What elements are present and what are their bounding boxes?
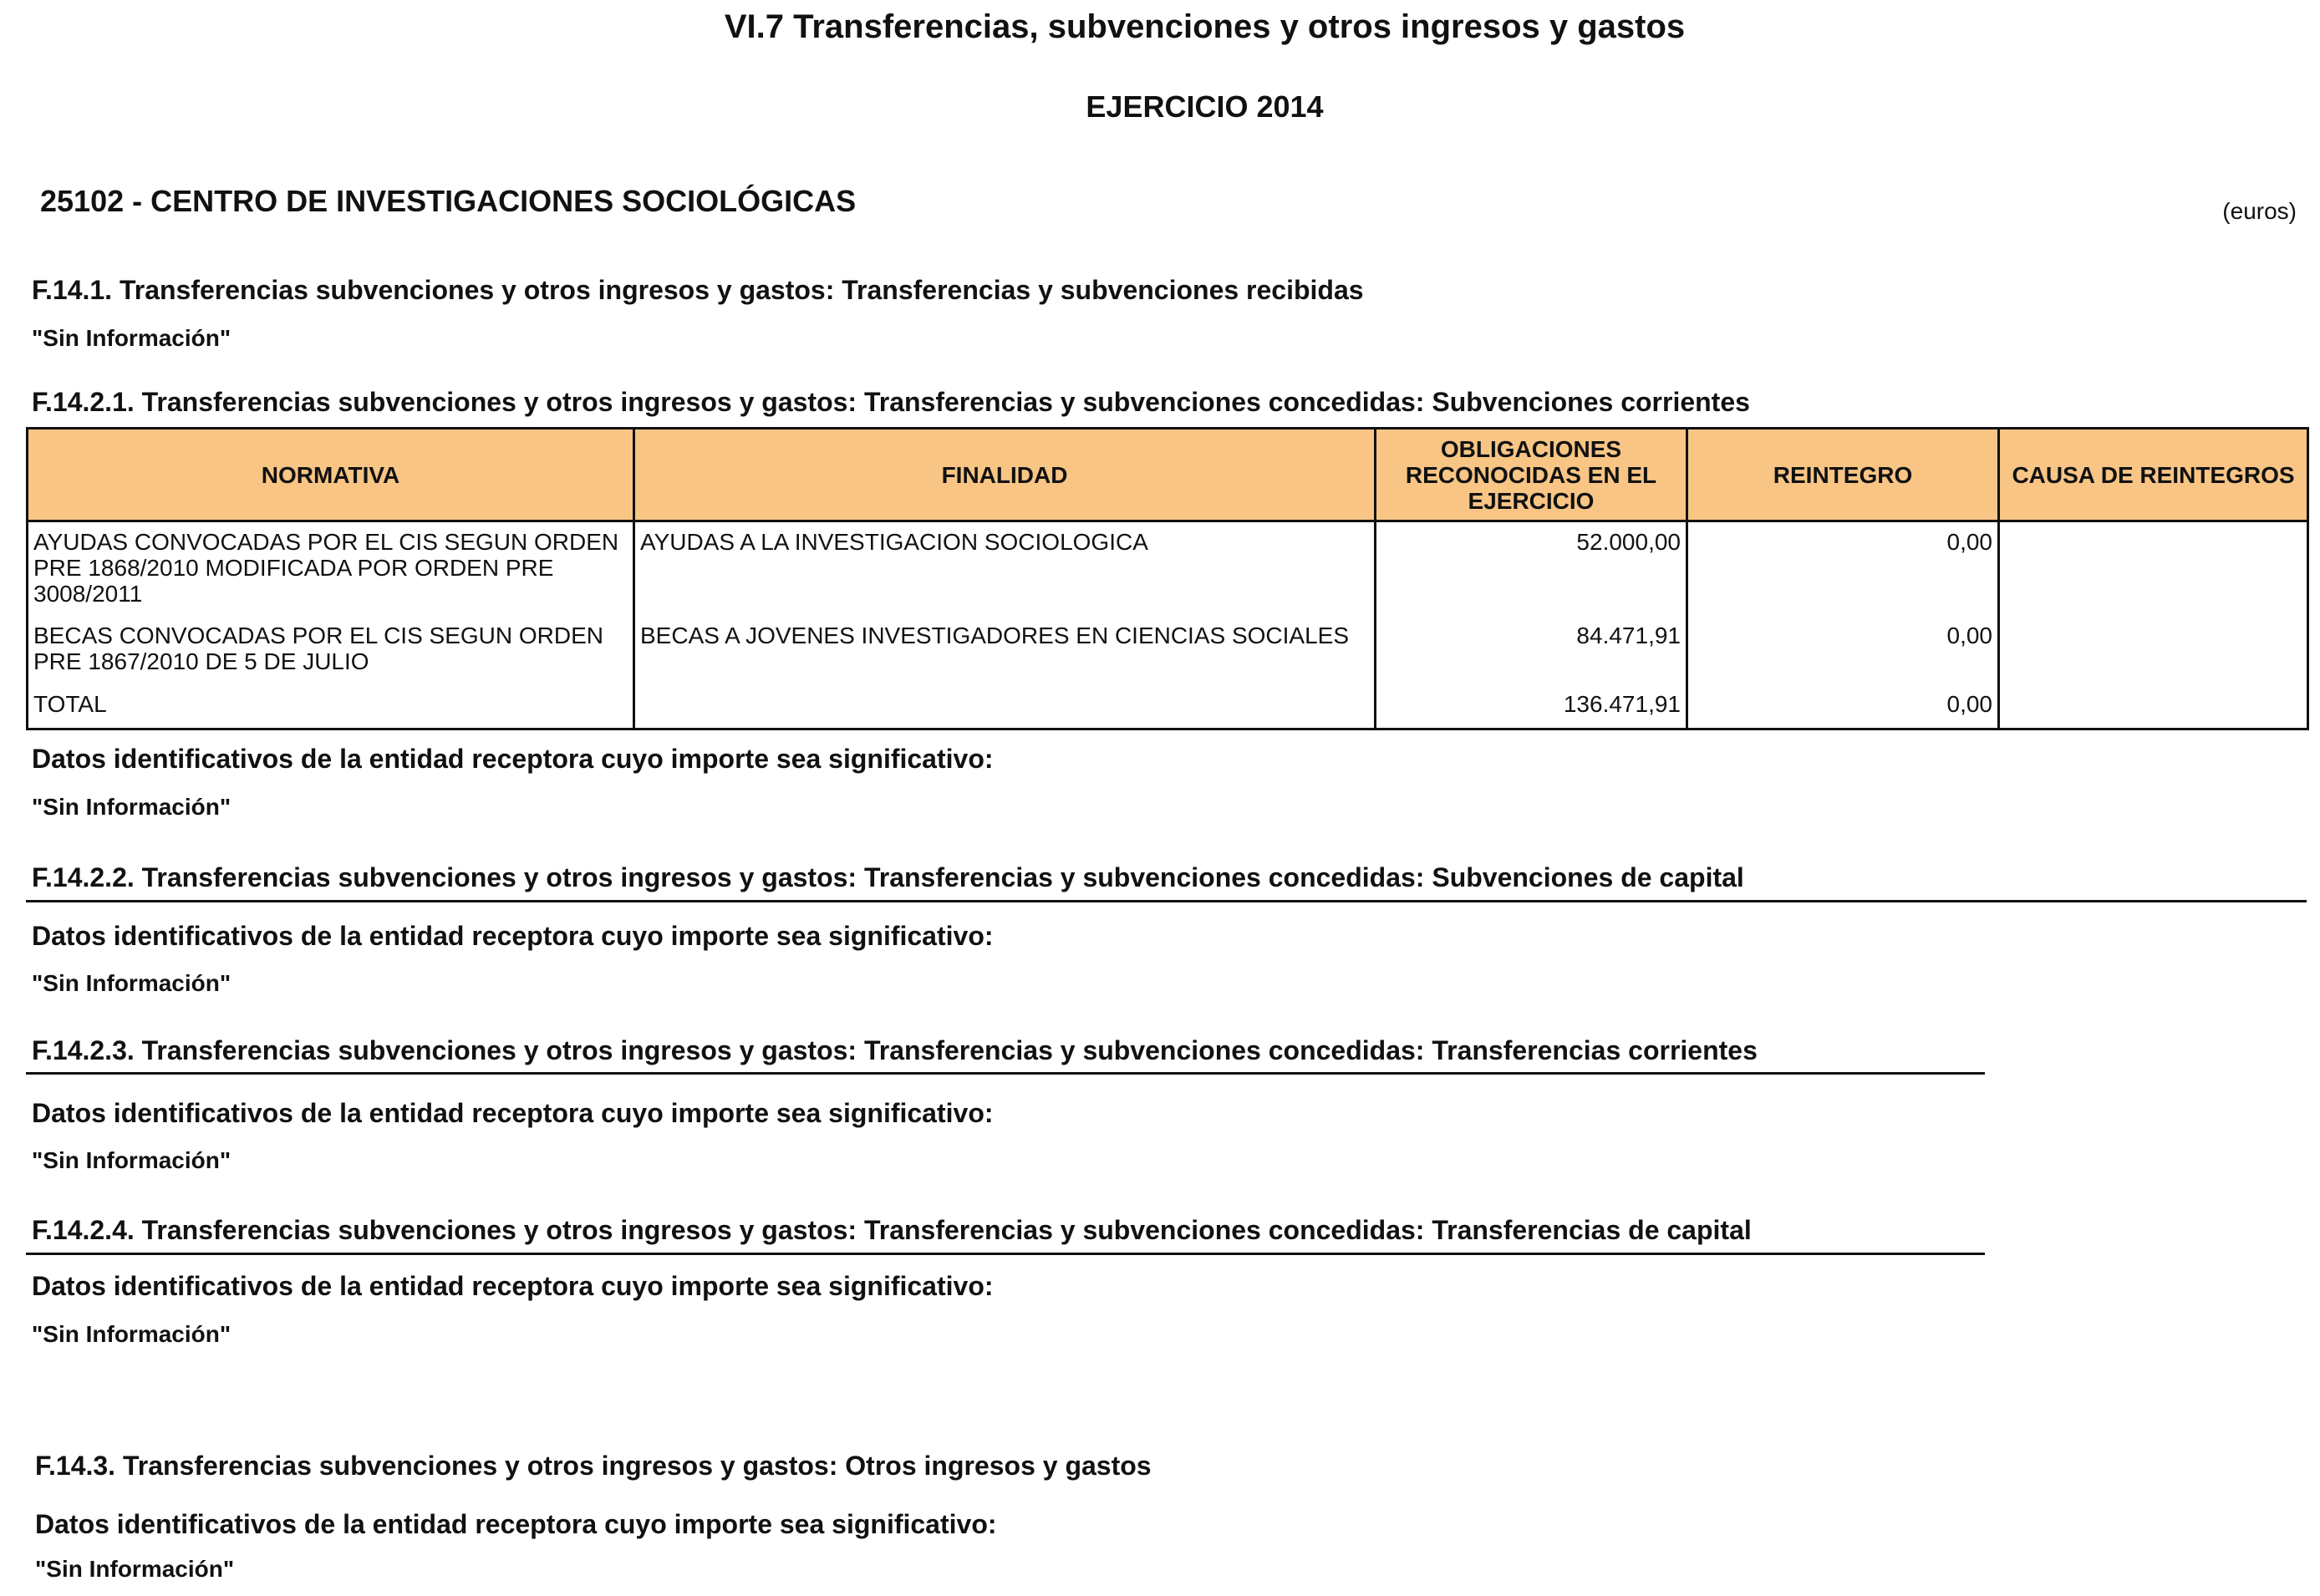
section-f1424-heading: F.14.2.4. Transferencias subvenciones y otros ingresos y gastos: Transferencias y subvenciones concedidas: Transferencias de capital [32,1215,1752,1245]
table-header-row [28,429,2308,521]
section-f1422-rule [26,900,2307,902]
section-f143-no-info: "Sin Información" [35,1556,235,1582]
table-total-row [28,684,2308,729]
units-label: (euros) [2222,198,2297,224]
section-f1421-heading: F.14.2.1. Transferencias subvenciones y otros ingresos y gastos: Transferencias y subvenciones concedidas: Subvenciones corrientes [32,387,1750,417]
cell-normativa: AYUDAS CONVOCADAS POR EL CIS SEGUN ORDEN PRE 1868/2010 MODIFICADA POR ORDEN PRE 3008/2011 [28,521,634,617]
section-f141-no-info: "Sin Información" [32,325,231,351]
section-f1422-receptor-heading: Datos identificativos de la entidad receptora cuyo importe sea significativo: [32,921,994,951]
cell-finalidad: AYUDAS A LA INVESTIGACION SOCIOLOGICA [634,521,1376,617]
total-label: TOTAL [28,684,634,729]
section-f1424-no-info: "Sin Información" [32,1321,231,1347]
column-header-reintegro: REINTEGRO [1687,429,1999,521]
cell-causa [1999,521,2308,617]
section-f1424-rule [26,1253,1985,1255]
cell-causa [1999,616,2308,684]
section-f141-heading: F.14.1. Transferencias subvenciones y otros ingresos y gastos: Transferencias y subvenciones recibidas [32,275,1364,305]
total-reintegro: 0,00 [1687,684,1999,729]
page-title: VI.7 Transferencias, subvenciones y otros ingresos y gastos [724,8,1686,45]
column-header-normativa: NORMATIVA [28,429,634,521]
section-f143-receptor-heading: Datos identificativos de la entidad receptora cuyo importe sea significativo: [35,1509,997,1539]
cell-obligaciones: 84.471,91 [1376,616,1687,684]
total-obligaciones: 136.471,91 [1376,684,1687,729]
column-header-causa: CAUSA DE REINTEGROS [1999,429,2308,521]
column-header-finalidad: FINALIDAD [634,429,1376,521]
cell-obligaciones: 52.000,00 [1376,521,1687,617]
section-f1423-rule [26,1072,1985,1075]
section-f1423-receptor-heading: Datos identificativos de la entidad receptora cuyo importe sea significativo: [32,1098,994,1128]
total-causa [1999,684,2308,729]
column-header-obligaciones: OBLIGACIONES RECONOCIDAS EN EL EJERCICIO [1376,429,1687,521]
subvenciones-corrientes-table [26,427,2309,730]
table-row [28,616,2308,684]
section-f1422-heading: F.14.2.2. Transferencias subvenciones y otros ingresos y gastos: Transferencias y subvenciones concedidas: Subvenciones de capital [32,862,1744,892]
cell-reintegro: 0,00 [1687,616,1999,684]
section-f1424-receptor-heading: Datos identificativos de la entidad receptora cuyo importe sea significativo: [32,1271,994,1301]
section-f1421-receptor-heading: Datos identificativos de la entidad receptora cuyo importe sea significativo: [32,744,994,774]
entity-name: 25102 - CENTRO DE INVESTIGACIONES SOCIOLÓGICAS [40,184,857,218]
section-f143-heading: F.14.3. Transferencias subvenciones y otros ingresos y gastos: Otros ingresos y gastos [35,1451,1152,1481]
section-f1423-heading: F.14.2.3. Transferencias subvenciones y otros ingresos y gastos: Transferencias y subvenciones concedidas: Transferencias corrientes [32,1035,1758,1065]
cell-normativa: BECAS CONVOCADAS POR EL CIS SEGUN ORDEN PRE 1867/2010 DE 5 DE JULIO [28,616,634,684]
total-finalidad [634,684,1376,729]
cell-finalidad: BECAS A JOVENES INVESTIGADORES EN CIENCIAS SOCIALES [634,616,1376,684]
table-row [28,521,2308,617]
cell-reintegro: 0,00 [1687,521,1999,617]
section-f1423-no-info: "Sin Información" [32,1147,231,1173]
section-f1422-no-info: "Sin Información" [32,970,231,996]
exercise-year: EJERCICIO 2014 [1086,89,1324,124]
section-f1421-no-info: "Sin Información" [32,794,231,820]
